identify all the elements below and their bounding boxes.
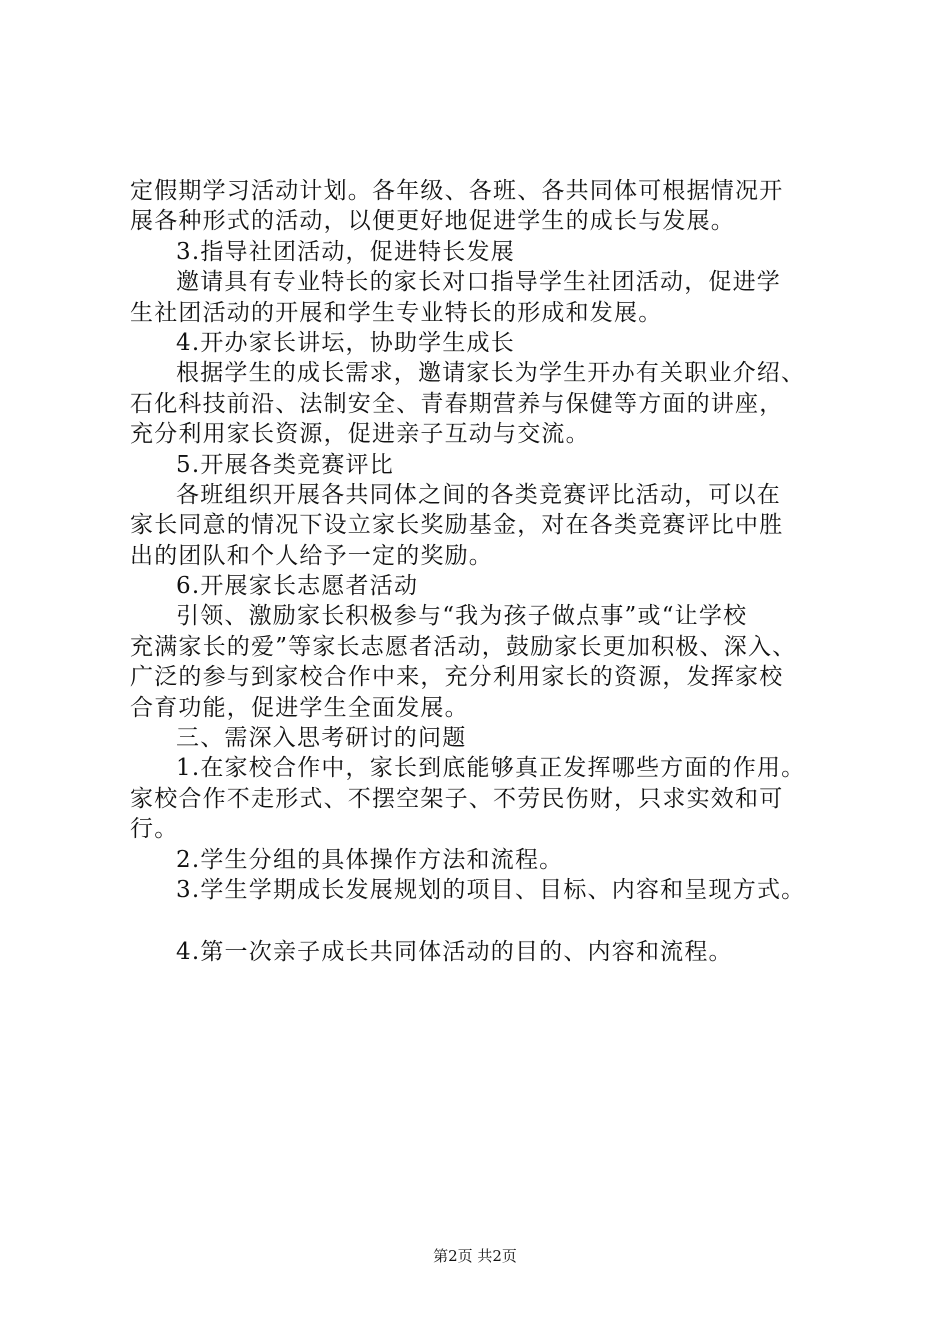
text-line: 1.在家校合作中，家长到底能够真正发挥哪些方面的作用。 xyxy=(176,755,806,782)
text-line: 5.开展各类竞赛评比 xyxy=(176,451,394,478)
page-footer: 第2页 共2页 xyxy=(433,1247,517,1265)
text-line: 邀请具有专业特长的家长对口指导学生社团活动，促进学 xyxy=(176,269,781,296)
text-line: 充分利用家长资源，促进亲子互动与交流。 xyxy=(130,421,590,448)
text-line: 6.开展家长志愿者活动 xyxy=(176,573,419,600)
text-line: 出的团队和个人给予一定的奖励。 xyxy=(130,542,493,569)
text-line: 行。 xyxy=(130,816,179,843)
paragraph-gap xyxy=(130,905,850,937)
text-line: 4.第一次亲子成长共同体活动的目的、内容和流程。 xyxy=(176,939,733,966)
text-line: 展各种形式的活动，以便更好地促进学生的成长与发展。 xyxy=(130,208,735,235)
text-line: 根据学生的成长需求，邀请家长为学生开办有关职业介绍、 xyxy=(176,360,806,387)
document-body xyxy=(130,176,850,968)
text-line: 2.学生分组的具体操作方法和流程。 xyxy=(176,846,564,873)
text-line: 家校合作不走形式、不摆空架子、不劳民伤财，只求实效和可 xyxy=(130,785,784,812)
text-line: 4.开办家长讲坛，协助学生成长 xyxy=(176,329,515,356)
text-line: 3.学生学期成长发展规划的项目、目标、内容和呈现方式。 xyxy=(176,876,806,903)
text-line: 各班组织开展各共同体之间的各类竞赛评比活动，可以在 xyxy=(176,481,781,508)
text-line: 广泛的参与到家校合作中来，充分利用家长的资源，发挥家校 xyxy=(130,664,784,691)
text-line: 定假期学习活动计划。各年级、各班、各共同体可根据情况开 xyxy=(130,178,784,204)
text-line: 引领、激励家长积极参与“我为孩子做点事”或“让学校 xyxy=(176,603,748,630)
text-line: 石化科技前沿、法制安全、青春期营养与保健等方面的讲座， xyxy=(130,390,784,417)
text-line: 家长同意的情况下设立家长奖励基金，对在各类竞赛评比中胜 xyxy=(130,512,784,539)
text-line: 三、需深入思考研讨的问题 xyxy=(176,725,467,752)
text-line: 生社团活动的开展和学生专业特长的形成和发展。 xyxy=(130,299,663,326)
text-line: 合育功能，促进学生全面发展。 xyxy=(130,694,469,721)
text-line: 3.指导社团活动，促进特长发展 xyxy=(176,238,515,265)
text-line: 充满家长的爱”等家长志愿者活动，鼓励家长更加积极、深入、 xyxy=(130,633,797,660)
